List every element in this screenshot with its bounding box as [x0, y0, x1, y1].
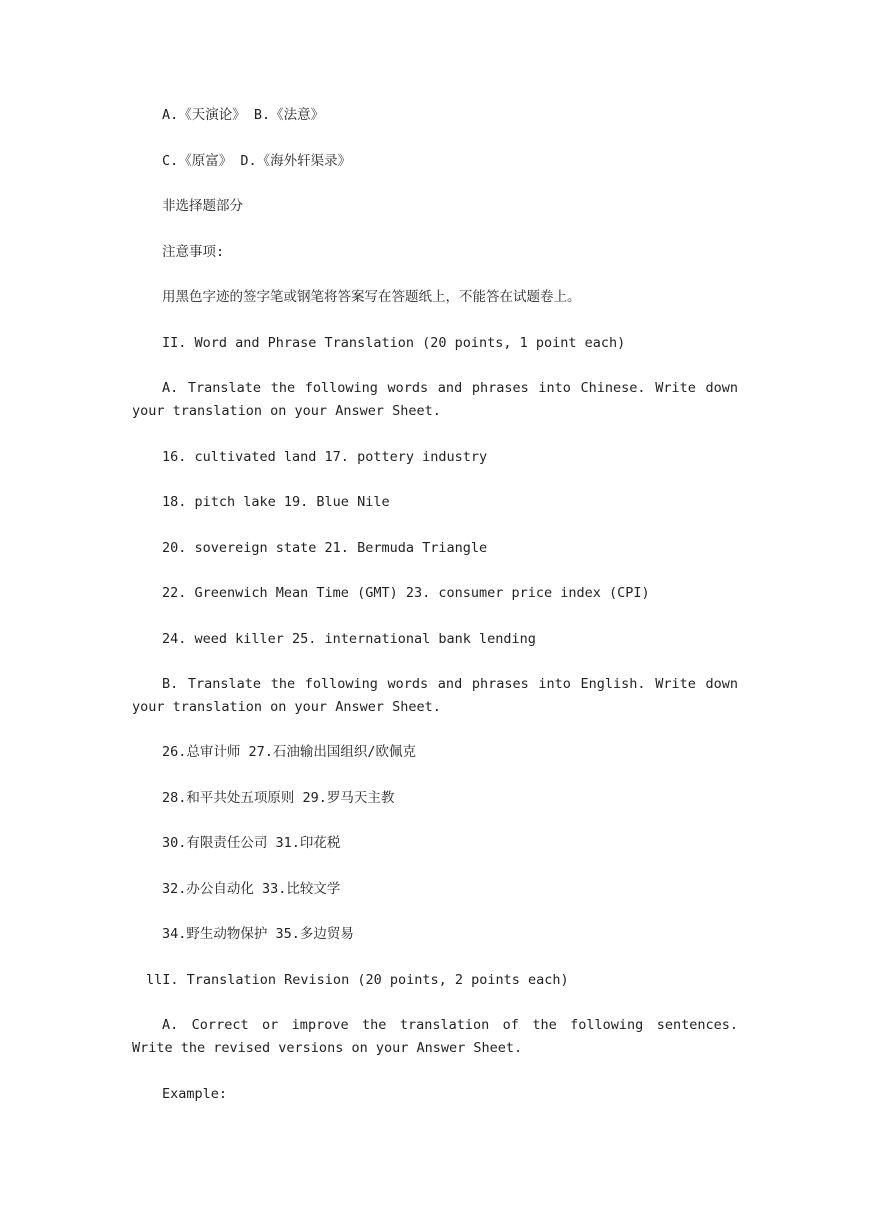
instruction-revision-part-a: A. Correct or improve the translation of the following sentences. Write the revised versions on your Answer Sheet. [132, 1017, 738, 1056]
item-line-32-33: 32.办公自动化 33.比较文学 [162, 881, 341, 897]
notes-text: 用黑色字迹的签字笔或钢笔将答案写在答题纸上，不能答在试题卷上。 [162, 289, 581, 305]
option-line-ab: A.《天演论》 B.《法意》 [162, 107, 325, 123]
item-line-20-21: 20. sovereign state 21. Bermuda Triangle [162, 540, 488, 556]
item-line-18-19: 18. pitch lake 19. Blue Nile [162, 494, 390, 510]
item-line-22-23: 22. Greenwich Mean Time (GMT) 23. consumer price index (CPI) [162, 585, 650, 601]
notes-heading: 注意事项: [162, 244, 225, 260]
item-line-28-29: 28.和平共处五项原则 29.罗马天主教 [162, 790, 395, 806]
section-heading-word-phrase: II. Word and Phrase Translation (20 points, 1 point each) [162, 335, 626, 351]
item-line-24-25: 24. weed killer 25. international bank lending [162, 631, 536, 647]
item-line-30-31: 30.有限责任公司 31.印花税 [162, 835, 341, 851]
item-line-26-27: 26.总审计师 27.石油输出国组织/欧佩克 [162, 744, 417, 760]
item-line-34-35: 34.野生动物保护 35.多边贸易 [162, 926, 354, 942]
instruction-part-a: A. Translate the following words and phrases into Chinese. Write down your translation on your Answer Sheet. [132, 380, 738, 419]
example-label: Example: [162, 1086, 228, 1102]
section-heading-non-choice: 非选择题部分 [162, 198, 243, 214]
instruction-part-b: B. Translate the following words and phrases into English. Write down your translation on your Answer Sheet. [132, 676, 738, 715]
item-line-16-17: 16. cultivated land 17. pottery industry [162, 449, 488, 465]
section-heading-translation-revision: llI. Translation Revision (20 points, 2 points each) [146, 972, 569, 988]
option-line-cd: C.《原富》 D.《海外轩渠录》 [162, 153, 352, 169]
